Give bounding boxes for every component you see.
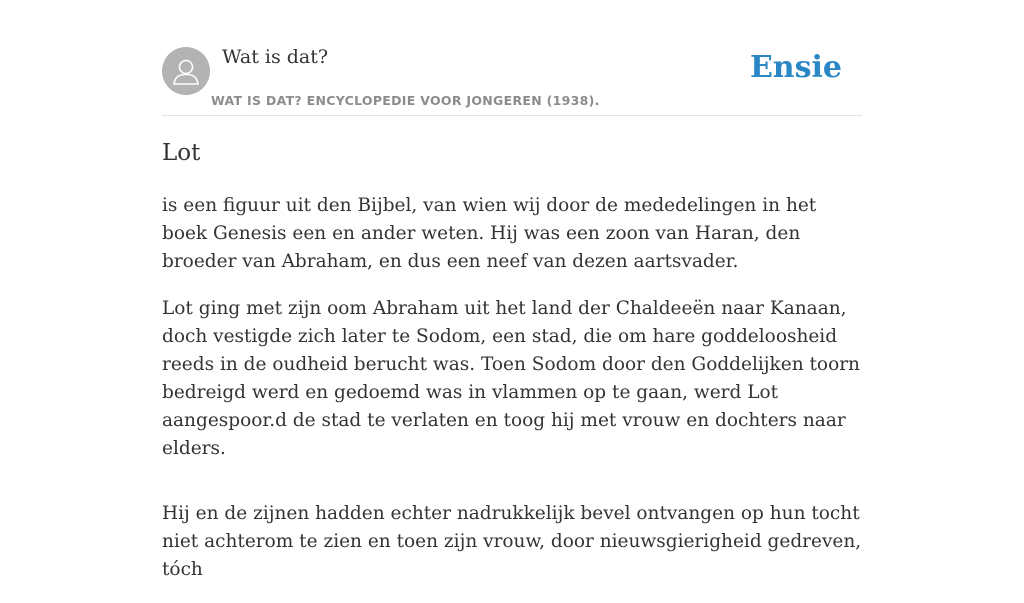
avatar[interactable]	[162, 47, 210, 95]
user-silhouette-icon	[162, 47, 210, 95]
article-paragraph: Hij en de zijnen hadden echter nadrukkelijk bevel ontvangen op hun tocht niet achterom te zien en toen zijn vrouw, door nieuwsgierigheid gedreven, tóch	[162, 503, 862, 580]
ensie-logo[interactable]: Ensie	[749, 50, 842, 85]
source-title[interactable]: Wat is dat?	[222, 46, 329, 68]
article-paragraph: Lot ging met zijn oom Abraham uit het land der Chaldeeën naar Kanaan, doch vestigde zich later te Sodom, een stad, die om hare goddeloosheid reeds in de oudheid berucht was. Toen Sodom door den Goddelijken toorn bedreigd werd en gedoemd was in vlammen op te gaan, werd Lot aangespoor.d de stad te verlaten en toog hij met vrouw en dochters naar elders.	[162, 298, 860, 459]
page-container	[162, 0, 862, 580]
source-header	[162, 0, 862, 116]
article-body	[162, 192, 862, 603]
article-title: Lot	[162, 140, 201, 166]
article-paragraph: is een figuur uit den Bijbel, van wien wij door de mededelingen in het boek Genesis een en ander weten. Hij was een zoon van Haran, den broeder van Abraham, en dus een neef van dezen aartsvader.	[162, 195, 817, 272]
source-subtitle[interactable]: WAT IS DAT? ENCYCLOPEDIE VOOR JONGEREN (1938).	[211, 93, 600, 108]
